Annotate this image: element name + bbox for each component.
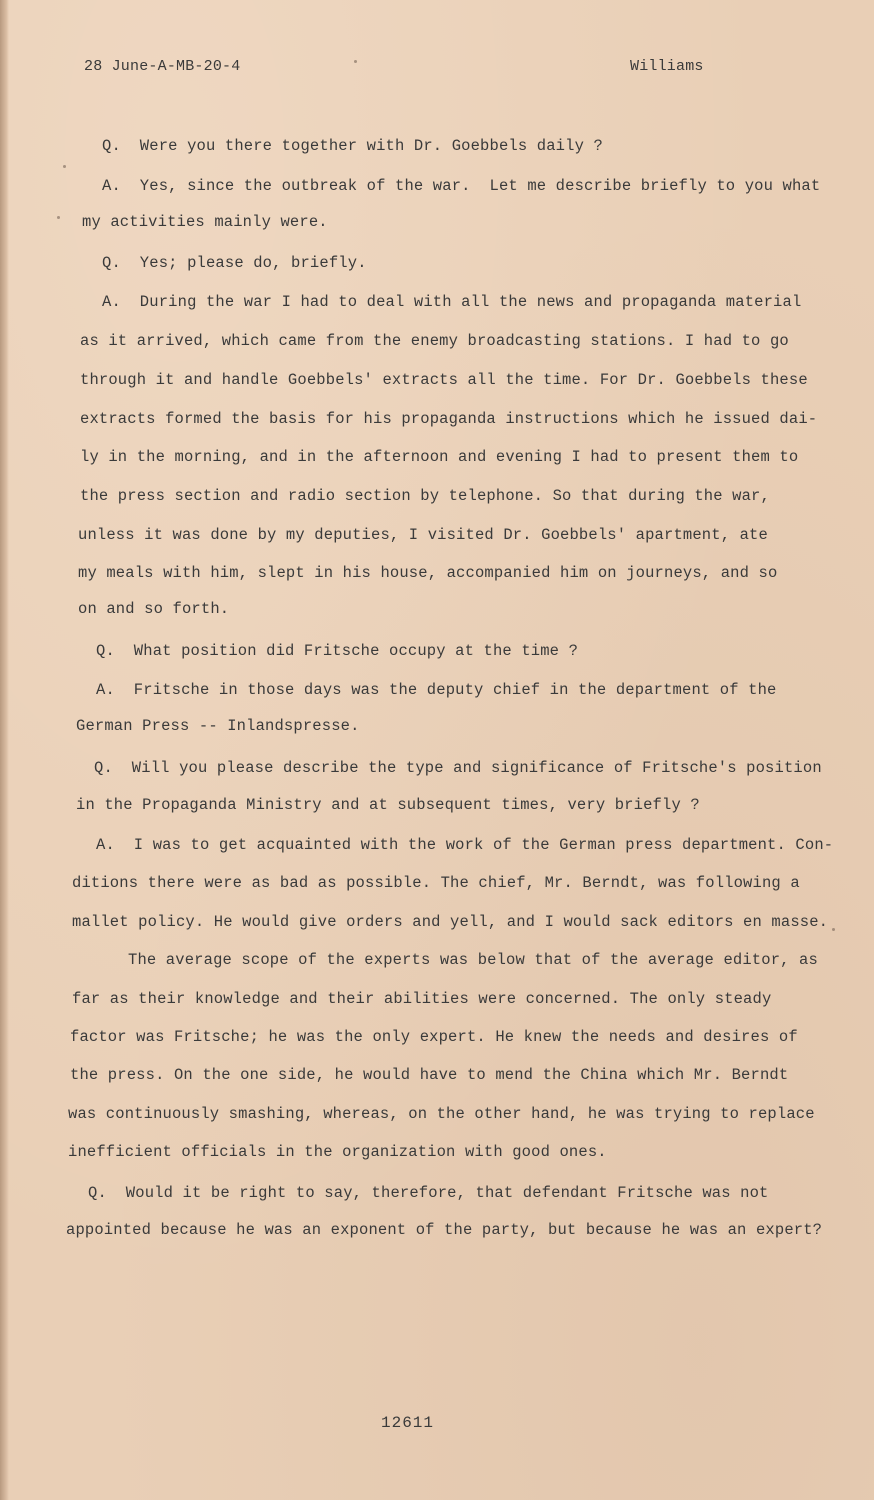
transcript-line: was continuously smashing, whereas, on the other hand, he was trying to replace <box>68 1105 815 1123</box>
transcript-line: extracts formed the basis for his propaganda instructions which he issued dai- <box>80 410 818 428</box>
transcript-line: A. I was to get acquainted with the work of the German press department. Con- <box>96 836 834 854</box>
paper-speck <box>63 165 66 168</box>
header-reference: 28 June-A-MB-20-4 <box>84 58 241 75</box>
transcript-line: The average scope of the experts was below that of the average editor, as <box>128 951 818 969</box>
transcript-line: through it and handle Goebbels' extracts all the time. For Dr. Goebbels these <box>80 371 808 389</box>
paper-speck <box>832 928 835 931</box>
transcript-line: Q. Will you please describe the type and significance of Fritsche's position <box>94 759 822 777</box>
transcript-line: the press. On the one side, he would have to mend the China which Mr. Berndt <box>70 1066 789 1084</box>
page-edge-shadow <box>0 0 9 1500</box>
transcript-line: factor was Fritsche; he was the only expert. He knew the needs and desires of <box>70 1028 798 1046</box>
transcript-line: far as their knowledge and their abilities were concerned. The only steady <box>72 990 772 1008</box>
transcript-line: my activities mainly were. <box>82 213 328 231</box>
transcript-line: in the Propaganda Ministry and at subsequent times, very briefly ? <box>76 796 700 814</box>
transcript-line: as it arrived, which came from the enemy broadcasting stations. I had to go <box>80 332 789 350</box>
transcript-line: A. During the war I had to deal with all the news and propaganda material <box>102 293 802 311</box>
transcript-line: appointed because he was an exponent of the party, but because he was an expert? <box>66 1221 823 1239</box>
transcript-line: unless it was done by my deputies, I visited Dr. Goebbels' apartment, ate <box>78 526 768 544</box>
transcript-line: A. Yes, since the outbreak of the war. Let me describe briefly to you what <box>102 177 821 195</box>
paper-speck <box>354 60 357 63</box>
transcript-line: my meals with him, slept in his house, accompanied him on journeys, and so <box>78 564 778 582</box>
transcript-line: Q. Would it be right to say, therefore, that defendant Fritsche was not <box>88 1184 769 1202</box>
transcript-line: Q. Were you there together with Dr. Goebbels daily ? <box>102 137 603 155</box>
header-reporter: Williams <box>630 58 704 75</box>
transcript-line: Q. Yes; please do, briefly. <box>102 254 367 272</box>
transcript-line: ditions there were as bad as possible. The chief, Mr. Berndt, was following a <box>72 874 800 892</box>
transcript-line: inefficient officials in the organization with good ones. <box>68 1143 607 1161</box>
transcript-line: ly in the morning, and in the afternoon and evening I had to present them to <box>80 448 799 466</box>
transcript-line: mallet policy. He would give orders and yell, and I would sack editors en masse. <box>72 913 829 931</box>
transcript-line: German Press -- Inlandspresse. <box>76 717 360 735</box>
page-number: 12611 <box>381 1414 435 1432</box>
transcript-line: the press section and radio section by telephone. So that during the war, <box>80 487 770 505</box>
transcript-line: Q. What position did Fritsche occupy at the time ? <box>96 642 579 660</box>
transcript-line: on and so forth. <box>78 600 230 618</box>
transcript-line: A. Fritsche in those days was the deputy chief in the department of the <box>96 681 777 699</box>
paper-speck <box>57 216 60 219</box>
